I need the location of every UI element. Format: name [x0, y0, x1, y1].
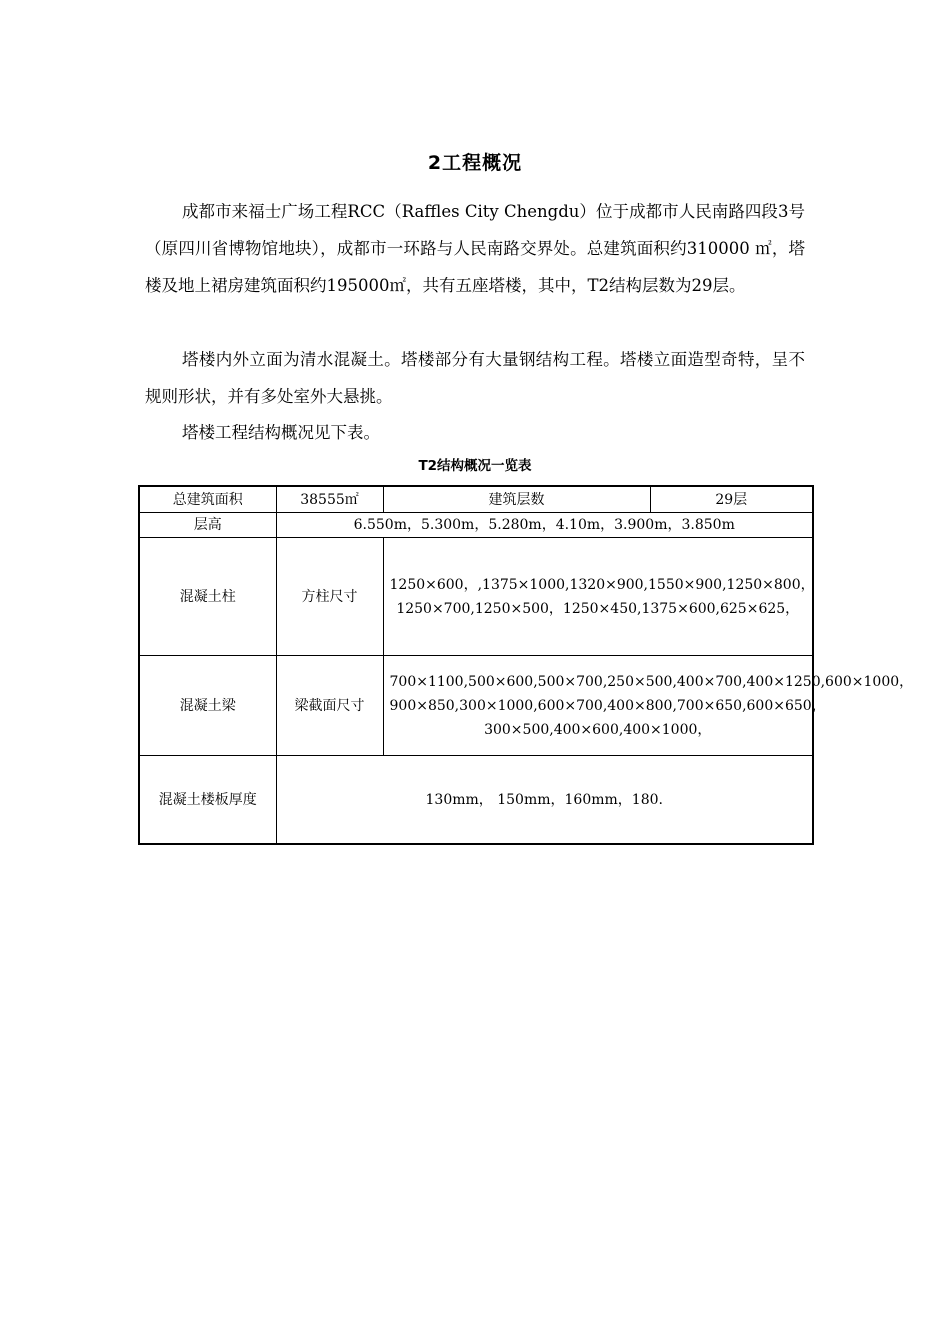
slab-thickness-value: 130mm， 150mm，160mm，180.: [276, 756, 813, 845]
total-area-label: 总建筑面积: [139, 486, 276, 513]
floor-height-value: 6.550m，5.300m，5.280m，4.10m，3.900m，3.850m: [276, 513, 813, 538]
column-size-value: 1250×600，,1375×1000,1320×900,1550×900,1250×800，1250×700,1250×500，1250×450,1375×600,625×625，: [383, 538, 813, 656]
column-size-label: 方柱尺寸: [276, 538, 383, 656]
paragraph-table-intro: 塔楼工程结构概况见下表。: [182, 423, 380, 442]
structure-overview-table: [138, 485, 914, 845]
table-row: [139, 538, 813, 656]
paragraph-project-location: 成都市来福士广场工程RCC（Raffles City Chengdu）位于成都市人民南路四段3号（原四川省博物馆地块），成都市一环路与人民南路交界处。总建筑面积约310000 ㎡，塔楼及地上裙房建筑面积约195000㎡，共有五座塔楼，其中，T2结构层数为29层。: [145, 202, 805, 295]
total-area-value: 38555㎡: [276, 486, 383, 513]
paragraph-facade: 塔楼内外立面为清水混凝土。塔楼部分有大量钢结构工程。塔楼立面造型奇特，呈不规则形状，并有多处室外大悬挑。: [145, 350, 805, 406]
table-row: [139, 756, 813, 845]
floor-count-label: 建筑层数: [383, 486, 650, 513]
slab-thickness-label: 混凝土楼板厚度: [139, 756, 276, 845]
table-row: [139, 486, 813, 513]
table-row: [139, 656, 813, 756]
table-row: [139, 513, 813, 538]
section-heading: 2工程概况: [427, 152, 523, 174]
beam-section-value: 700×1100,500×600,500×700,250×500,400×700,400×1250,600×1000，900×850,300×1000,600×700,400×800,700×650,600×650，300×500,400×600,400×1000，: [383, 656, 813, 756]
table-caption: T2结构概况一览表: [418, 458, 532, 474]
floor-count-value: 29层: [650, 486, 813, 513]
floor-height-label: 层高: [139, 513, 276, 538]
concrete-column-label: 混凝土柱: [139, 538, 276, 656]
beam-section-label: 梁截面尺寸: [276, 656, 383, 756]
concrete-beam-label: 混凝土梁: [139, 656, 276, 756]
